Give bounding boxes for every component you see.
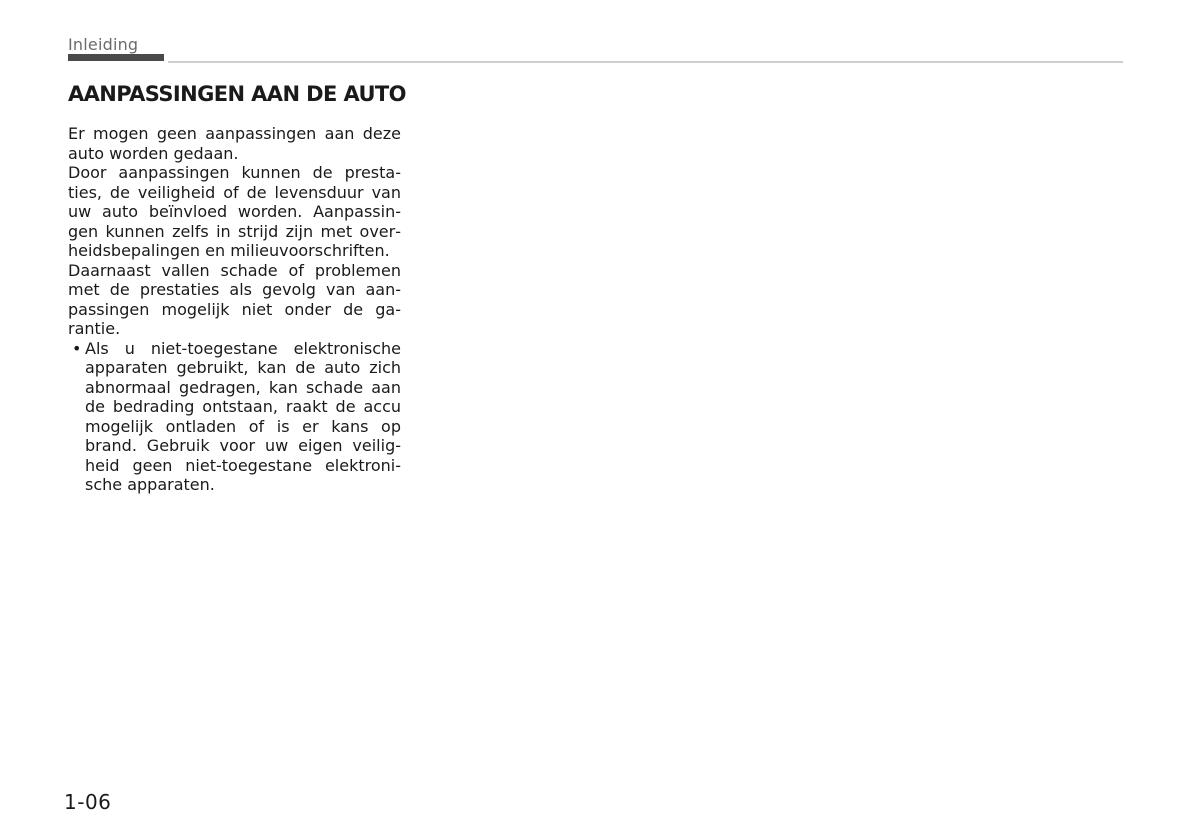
page-number: 1-06 (64, 790, 112, 814)
paragraph-effects: Door aanpassingen kunnen de prestaties, de veiligheid of de levensduur van uw auto beïnvloed worden. Aanpassingen kunnen zelfs in strijd zijn met overheidsbepalingen en milieuvoorschriften. (68, 163, 401, 260)
bullet-icon: • (72, 338, 82, 358)
list-item (68, 339, 401, 495)
bullet-text: Als u niet-toegestane elektronische apparaten gebruikt, kan de auto zich abnormaal gedragen, kan schade aan de bedrading ontstaan, raakt de accu mogelijk ontladen of is er kans op brand. Gebruik voor uw eigen veiligheid geen niet-toegestane elektronische apparaten. (85, 338, 401, 494)
page-title: AANPASSINGEN AAN DE AUTO (68, 82, 406, 106)
paragraph-warranty: Daarnaast vallen schade of problemen met de prestaties als gevolg van aanpassingen mogelijk niet onder de garantie. (68, 260, 401, 338)
header-accent-bar (68, 54, 164, 61)
bullet-list (68, 339, 401, 495)
section-header: Inleiding (68, 35, 139, 54)
body-text-column (68, 124, 401, 495)
header-rule (168, 61, 1123, 63)
paragraph-intro: Er mogen geen aanpassingen aan deze auto worden gedaan. (68, 124, 401, 163)
